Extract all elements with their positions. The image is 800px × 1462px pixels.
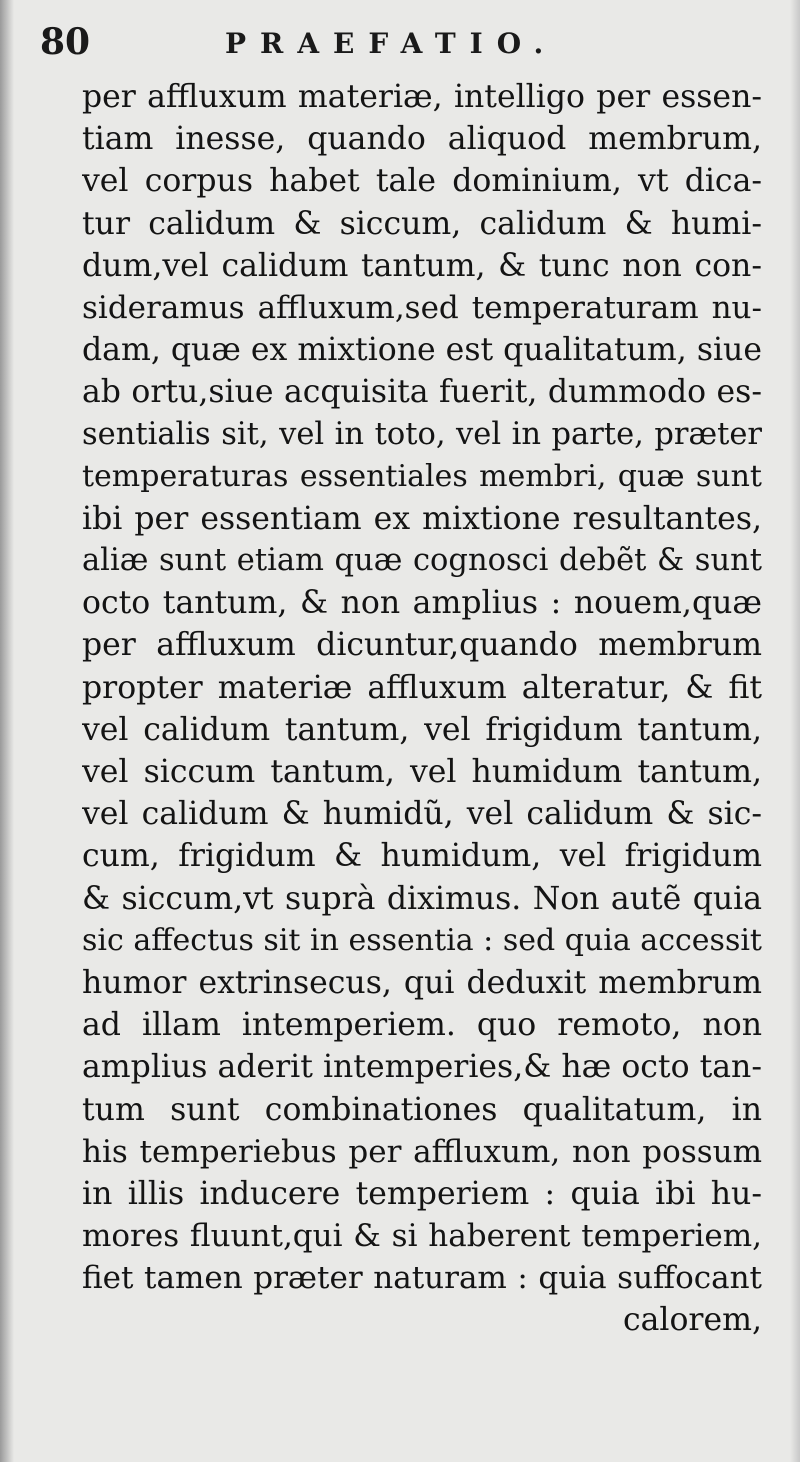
text-line: vel calidum tantum, vel frigidum tantum,: [82, 711, 762, 748]
text-line: tur calidum & siccum, calidum & humi-: [82, 205, 762, 242]
text-line: fiet tamen præter naturam : quia suffocant: [82, 1260, 762, 1297]
text-line: humor extrinsecus, qui deduxit membrum: [82, 964, 762, 1001]
text-line: ab ortu,siue acquisita fuerit, dummodo es-: [82, 374, 762, 411]
text-line: temperaturas essentiales membri, quæ sunt: [82, 458, 762, 494]
text-line: per affluxum materiæ, intelligo per essen-: [82, 79, 762, 115]
text-line: aliæ sunt etiam quæ cognosci debẽt & sunt: [82, 543, 762, 579]
text-line: per affluxum dicuntur,quando membrum: [82, 627, 762, 664]
body-text: [82, 76, 762, 1342]
text-line: octo tantum, & non amplius : nouem,quæ: [82, 585, 762, 622]
text-line: vel calidum & humidũ, vel calidum & sic-: [82, 796, 762, 833]
text-line: amplius aderit intemperies,& hæ octo tan-: [82, 1049, 762, 1086]
text-line: ad illam intemperiem. quo remoto, non: [82, 1007, 762, 1044]
text-line: mores fluunt,qui & si haberent temperiem,: [82, 1218, 762, 1255]
page-number: 80: [40, 21, 91, 63]
text-line: sentialis sit, vel in toto, vel in parte, præter: [82, 416, 762, 452]
text-line: his temperiebus per affluxum, non possum: [82, 1133, 762, 1170]
text-line: in illis inducere temperiem : quia ibi hu-: [82, 1175, 762, 1212]
catchword: calorem,: [622, 1302, 762, 1339]
text-line: propter materiæ affluxum alteratur, & fit: [82, 669, 762, 706]
text-line: cum, frigidum & humidum, vel frigidum: [82, 838, 762, 875]
running-title: PRAEFATIO.: [225, 27, 558, 60]
running-head: [40, 22, 600, 62]
text-line: tiam inesse, quando aliquod membrum,: [82, 121, 762, 158]
text-line: sideramus affluxum,sed temperaturam nu-: [82, 289, 762, 326]
text-line: dam, quæ ex mixtione est qualitatum, siue: [82, 332, 762, 369]
text-line: vel siccum tantum, vel humidum tantum,: [82, 754, 762, 790]
text-line: tum sunt combinationes qualitatum, in: [82, 1091, 762, 1128]
text-line: dum,vel calidum tantum, & tunc non con-: [82, 247, 762, 284]
text-line: sic affectus sit in essentia : sed quia accessit: [82, 922, 762, 958]
text-line: & siccum,vt suprà diximus. Non autẽ quia: [82, 880, 762, 917]
text-line: vel corpus habet tale dominium, vt dica-: [82, 163, 762, 200]
text-line: ibi per essentiam ex mixtione resultantes,: [82, 500, 762, 537]
